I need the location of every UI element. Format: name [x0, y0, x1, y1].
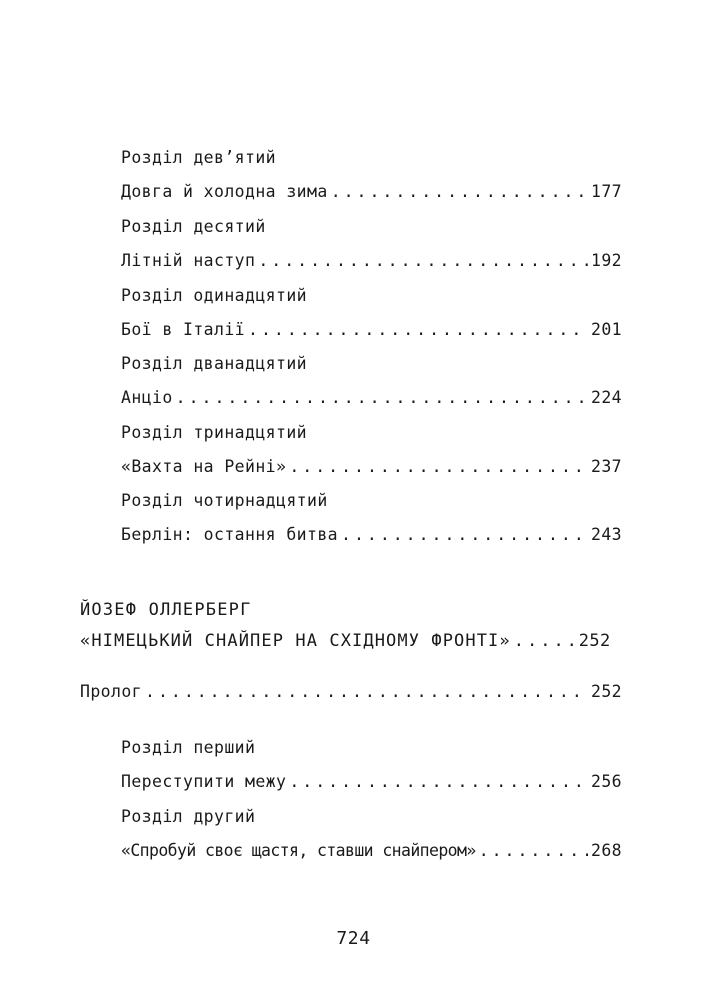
dot-leader: [514, 630, 574, 652]
chapter-label: Розділ другий: [121, 807, 256, 826]
page-number: 192: [590, 251, 622, 270]
page-number: 243: [590, 525, 622, 544]
toc-line: [121, 771, 622, 793]
toc-line: [121, 387, 622, 409]
chapter-label: Розділ десятий: [121, 217, 266, 236]
page-folio: 724: [336, 928, 371, 949]
page-number: 252: [590, 682, 622, 701]
dot-leader: [145, 681, 588, 703]
toc-entry: [121, 216, 622, 272]
toc-entry: [121, 147, 622, 203]
chapter-label: Розділ дев’ятий: [121, 148, 277, 167]
toc-line: [121, 181, 622, 203]
chapter-label: Розділ перший: [121, 738, 256, 757]
dot-leader: [176, 387, 588, 409]
dot-leader: [289, 456, 588, 478]
prologue-entry: [80, 681, 622, 703]
dot-leader: [289, 771, 588, 793]
page-number: 224: [590, 388, 622, 407]
chapter-title: Переступити межу: [121, 772, 287, 791]
chapter-title: «Вахта на Рейні»: [121, 457, 287, 476]
toc-line: [121, 250, 622, 272]
chapter-label: Розділ чотирнадцятий: [121, 491, 328, 510]
prologue-title: Пролог: [80, 682, 143, 701]
dot-leader: [479, 840, 588, 862]
toc-entry: [121, 285, 622, 341]
chapter-title: Довга й холодна зима: [121, 182, 328, 201]
part-author: ЙОЗЕФ ОЛЛЕРБЕРГ: [80, 600, 252, 620]
toc-line: [121, 524, 622, 546]
page-number: 177: [590, 182, 622, 201]
page-number: 256: [590, 772, 622, 791]
chapter-label: Розділ дванадцятий: [121, 354, 308, 373]
page-number: 201: [590, 320, 622, 339]
page-number: 268: [590, 841, 622, 860]
chapter-title: Літній наступ: [121, 251, 256, 270]
part-title: «НІМЕЦЬКИЙ СНАЙПЕР НА СХІДНОМУ ФРОНТІ»: [80, 631, 511, 651]
page-number: 252: [578, 631, 611, 651]
dot-leader: [248, 319, 588, 341]
toc-line: [80, 681, 622, 703]
chapter-title: Бої в Італії: [121, 320, 246, 339]
dot-leader: [258, 250, 588, 272]
toc-line: [121, 456, 622, 478]
chapter-title: Берлін: остання битва: [121, 525, 339, 544]
dot-leader: [331, 181, 588, 203]
toc-entry: [121, 806, 622, 862]
toc-entry: [121, 422, 622, 478]
toc-line: [121, 840, 622, 862]
chapter-title: «Спробуй своє щастя, ставши снайпером»: [121, 841, 476, 860]
toc-line: [121, 319, 622, 341]
part-heading: [80, 598, 622, 652]
chapter-title: Анціо: [121, 388, 173, 407]
chapter-label: Розділ тринадцятий: [121, 423, 308, 442]
part-title-line: [80, 630, 622, 652]
toc-entry: [121, 737, 622, 793]
toc-entry: [121, 353, 622, 409]
dot-leader: [341, 524, 588, 546]
chapter-label: Розділ одинадцятий: [121, 286, 308, 305]
toc-entry: [121, 490, 622, 546]
page-number: 237: [590, 457, 622, 476]
